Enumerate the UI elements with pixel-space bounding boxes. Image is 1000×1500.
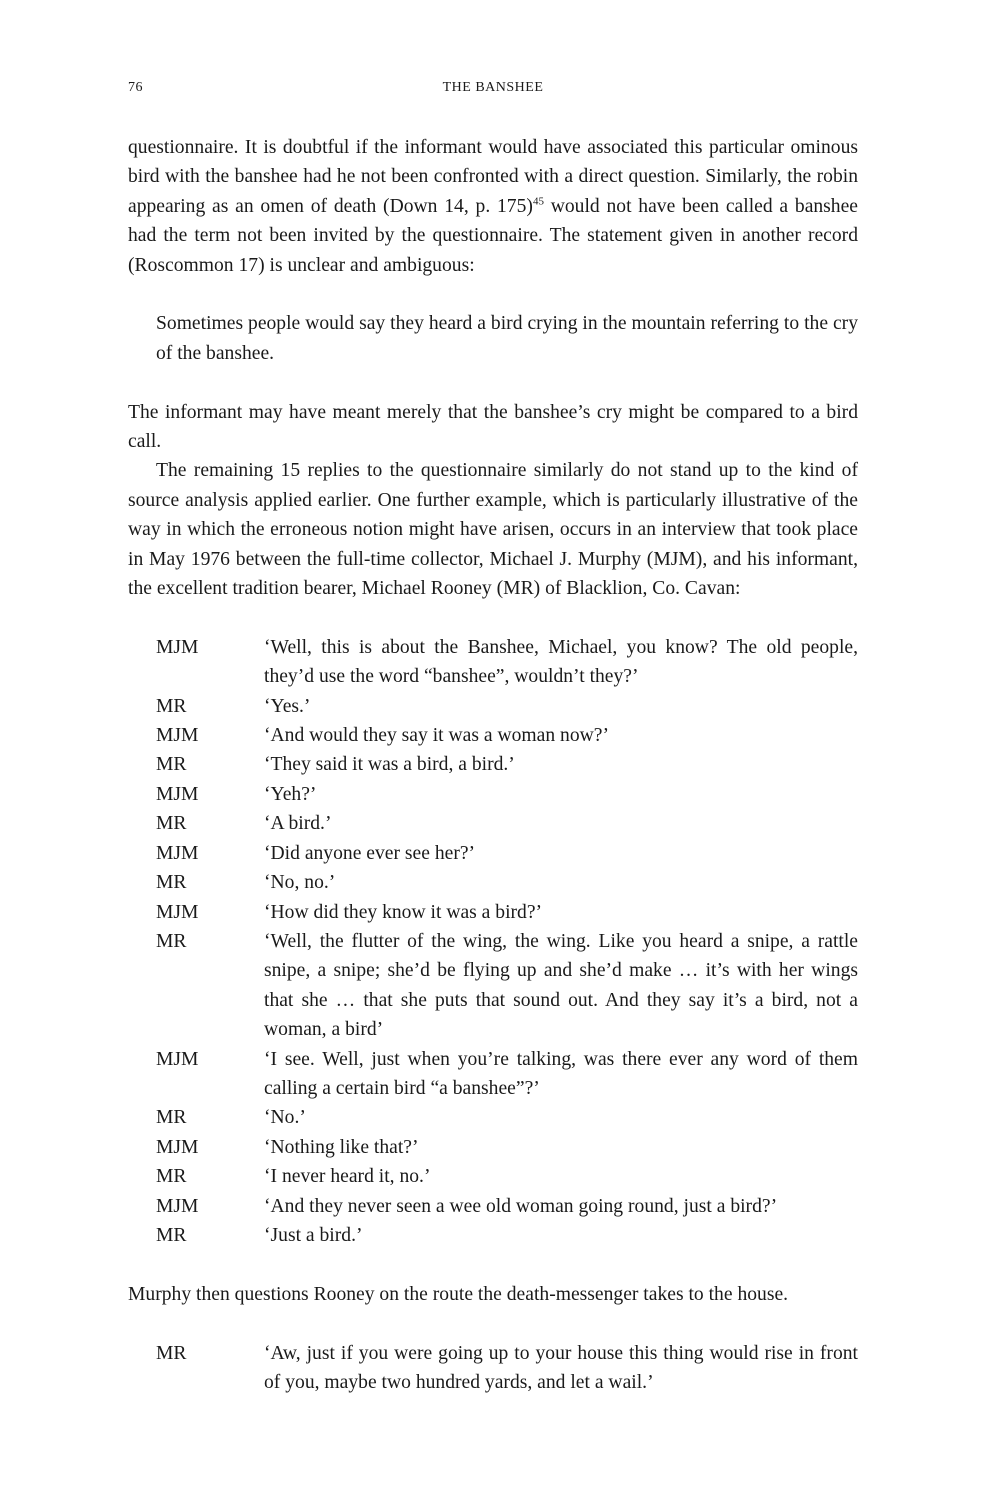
dialogue-row <box>156 633 858 692</box>
page-number: 76 <box>128 80 143 95</box>
speaker-label: MJM <box>156 842 199 864</box>
speaker-label: MJM <box>156 783 199 805</box>
speaker-label: MR <box>156 930 187 952</box>
speaker-label: MR <box>156 1166 187 1188</box>
interview-transcript-continued <box>156 1339 858 1398</box>
running-title: THE BANSHEE <box>442 80 544 95</box>
paragraph-bird-call: The informant may have meant merely that the banshee’s cry might be compared to a bird call. <box>128 401 858 453</box>
speaker-label: MR <box>156 695 187 717</box>
speaker-label: MR <box>156 1224 187 1246</box>
dialogue-line: ‘No.’ <box>264 1107 306 1129</box>
speaker-label: MJM <box>156 1195 199 1217</box>
dialogue-line: ‘A bird.’ <box>264 813 332 835</box>
dialogue-row <box>156 1133 858 1162</box>
dialogue-line: ‘I see. Well, just when you’re talking, was there ever any word of them calling a certain bird “a banshee”?’ <box>264 1048 858 1099</box>
dialogue-line: ‘No, no.’ <box>264 872 336 894</box>
dialogue-line: ‘They said it was a bird, a bird.’ <box>264 754 515 776</box>
dialogue-line: ‘Well, the flutter of the wing, the wing. Like you heard a snipe, a rattle snipe, a snipe; she’d be flying up and she’d make … it’s with her wings that she … that she puts that sound out. And they say it’s a bird, not a woman, a bird’ <box>264 930 858 1041</box>
block-quote: Sometimes people would say they heard a bird crying in the mountain referring to the cry of the banshee. <box>156 313 858 364</box>
speaker-label: MR <box>156 1342 187 1364</box>
interview-transcript <box>156 633 858 1251</box>
dialogue-row <box>156 1045 858 1104</box>
dialogue-row <box>156 750 858 779</box>
speaker-label: MJM <box>156 901 199 923</box>
paragraph-remaining-replies: The remaining 15 replies to the questionnaire similarly do not stand up to the kind of source analysis applied earlier. One further example, which is particularly illustrative of the way in which the erroneous notion might have arisen, occurs in an interview that took place in May 1976 between the full-time collector, Michael J. Murphy (MJM), and his informant, the excellent tradition bearer, Michael Rooney (MR) of Blacklion, Co. Cavan: <box>128 460 858 600</box>
dialogue-row <box>156 839 858 868</box>
dialogue-row <box>156 927 858 1045</box>
dialogue-row <box>156 692 858 721</box>
dialogue-line: ‘Yes.’ <box>264 695 311 717</box>
speaker-label: MJM <box>156 636 199 658</box>
paragraph-questionnaire <box>128 133 858 280</box>
speaker-label: MR <box>156 754 187 776</box>
dialogue-line: ‘Just a bird.’ <box>264 1224 363 1246</box>
dialogue-row <box>156 1103 858 1132</box>
dialogue-line: ‘And they never seen a wee old woman going round, just a bird?’ <box>264 1195 778 1217</box>
dialogue-line: ‘Nothing like that?’ <box>264 1136 419 1158</box>
dialogue-line: ‘Yeh?’ <box>264 783 317 805</box>
dialogue-row <box>156 1339 858 1398</box>
running-head <box>128 80 858 100</box>
dialogue-line: ‘I never heard it, no.’ <box>264 1166 431 1188</box>
dialogue-line: ‘Well, this is about the Banshee, Michael, you know? The old people, they’d use the word “banshee”, wouldn’t they?’ <box>264 636 858 688</box>
dialogue-row <box>156 780 858 809</box>
dialogue-row <box>156 1192 858 1221</box>
speaker-label: MR <box>156 872 187 894</box>
dialogue-row <box>156 721 858 750</box>
paragraph-text: questionnaire. It is doubtful if the informant would have associated this particular ominous bird with the banshee had he not been confronted with a direct question. Similarly, the robin appearing as an omen of death (Down 14, p. 175) <box>128 137 858 217</box>
speaker-label: MJM <box>156 725 199 747</box>
dialogue-row <box>156 1221 858 1250</box>
body-text <box>128 133 858 1427</box>
dialogue-row <box>156 898 858 927</box>
dialogue-row <box>156 809 858 838</box>
speaker-label: MJM <box>156 1048 199 1070</box>
paragraph-route: Murphy then questions Rooney on the route the death-messenger takes to the house. <box>128 1283 789 1305</box>
paragraph-text: would not have been called a banshee had the term not been invited by the questionnaire. The statement given in another record (Roscommon 17) is unclear and ambiguous: <box>128 195 858 276</box>
dialogue-line: ‘How did they know it was a bird?’ <box>264 901 543 923</box>
dialogue-line: ‘Did anyone ever see her?’ <box>264 842 476 864</box>
speaker-label: MR <box>156 813 187 835</box>
dialogue-line: ‘And would they say it was a woman now?’ <box>264 725 609 747</box>
dialogue-row <box>156 868 858 897</box>
dialogue-row <box>156 1162 858 1191</box>
footnote-ref: 45 <box>532 195 544 208</box>
speaker-label: MJM <box>156 1136 199 1158</box>
speaker-label: MR <box>156 1107 187 1129</box>
dialogue-line: ‘Aw, just if you were going up to your house this thing would rise in front of you, maybe two hundred yards, and let a wail.’ <box>264 1342 858 1393</box>
